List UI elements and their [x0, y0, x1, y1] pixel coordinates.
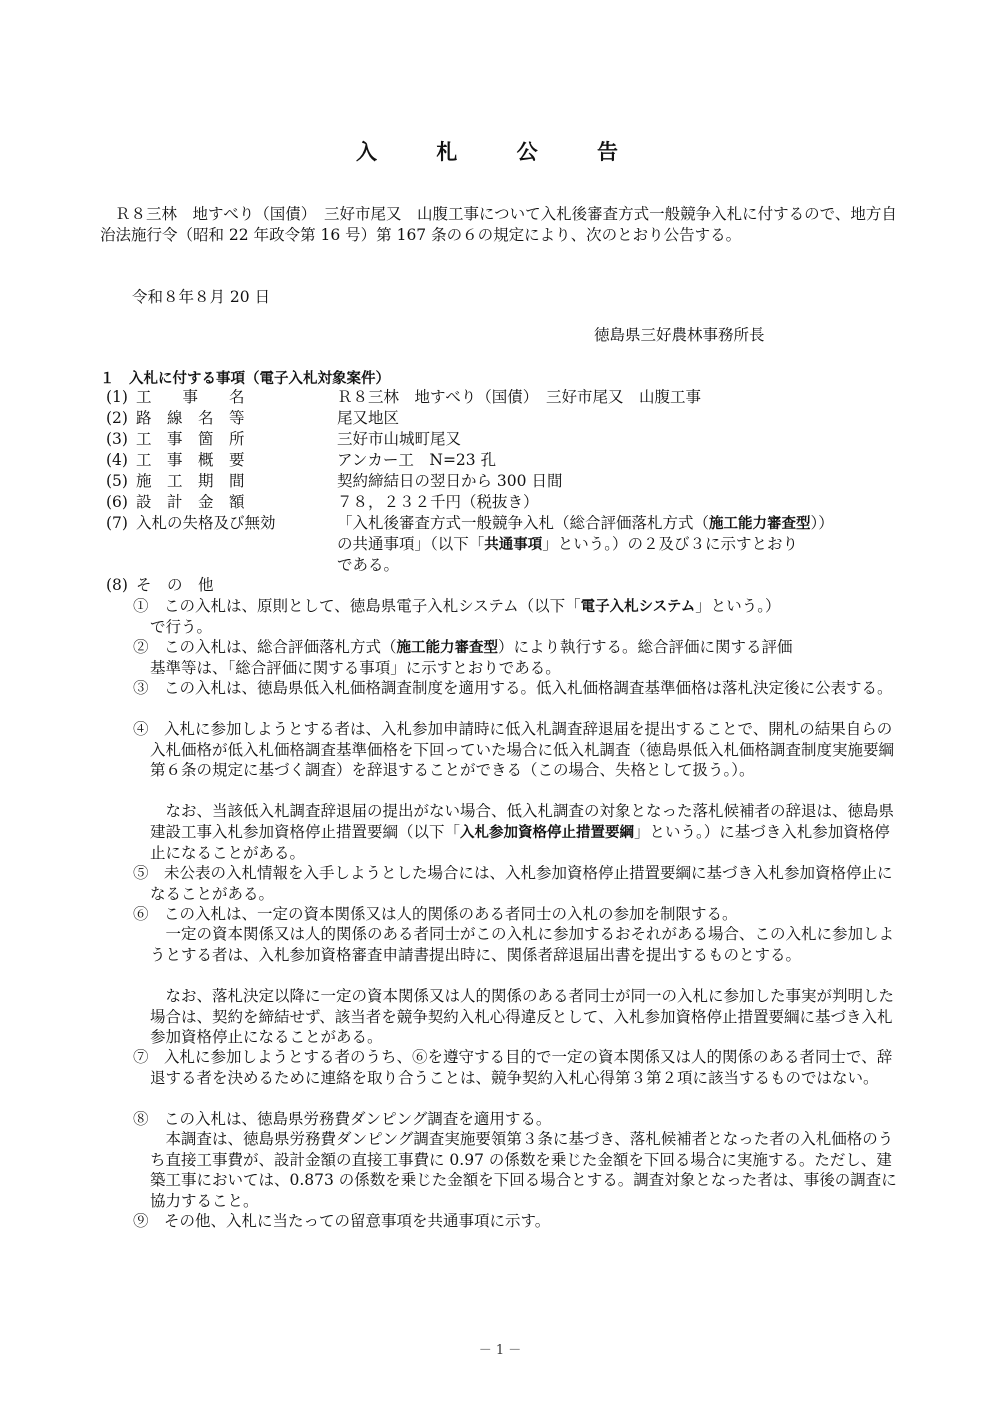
disqualification-line-3: である。 — [337, 556, 400, 574]
issuer-name: 徳島県三好農林事務所長 — [594, 326, 765, 344]
disqualification-line-2: の共通事項」（以下「共通事項」という。）の２及び３に示すとおり — [337, 535, 799, 553]
list-item: (6) 設 計 金 額 ７８，２３２千円（税抜き） — [106, 493, 539, 511]
item-4: ④ 入札に参加しようとする者は、入札参加申請時に低入札調査辞退届を提出することで、開札の結果自らの入札価格が低入札価格調査基準価格を下回っていた場合に低入札調査（徳島県低入札価格調査制度実施要綱第６条の規定に基づく調査）を辞退することができる（この場合、失格として扱う。）。 — [133, 720, 895, 779]
list-item: (4) 工 事 概 要 アンカー工 N=23 孔 — [106, 451, 497, 469]
intro-paragraph: Ｒ８三林 地すべり（国債） 三好市尾又 山腹工事について入札後審査方式一般競争入札に付するので、地方自治法施行令（昭和 22 年政令第 16 号）第 167 条の６の規定により、次のとおり公告する。 — [100, 205, 897, 244]
item-7: ⑦ 入札に参加しようとする者のうち、⑥を遵守する目的で一定の資本関係又は人的関係のある者同士で、辞退する者を決めるために連絡を取り合うことは、競争契約入札心得第３第２項に該当するものではない。 — [133, 1048, 893, 1087]
item-9: ⑨ その他、入札に当たっての留意事項を共通事項に示す。 — [133, 1212, 551, 1230]
item-1-line-2: で行う。 — [150, 618, 213, 636]
list-item: (8) そ の 他 — [106, 576, 214, 594]
item-8-note: 本調査は、徳島県労務費ダンピング調査実施要領第３条に基づき、落札候補者となった者の入札価格のうち直接工事費が、設計金額の直接工事費に 0.97 の係数を乗じた金額を下回る場合に実施する。ただし、建築工事においては、0.873 の係数を乗じた金額を下回る場合とする。調査対象となった者は、事後の調査に協力すること。 — [150, 1130, 897, 1210]
list-item: (2) 路 線 名 等 尾又地区 — [106, 409, 400, 427]
list-item: (5) 施 工 期 間 契約締結日の翌日から 300 日間 — [106, 472, 563, 490]
disqualification-line-1: 「入札後審査方式一般競争入札（総合評価落札方式（施工能力審査型）） — [337, 514, 834, 532]
page-title: 入 札 公 告 — [356, 140, 644, 164]
item-6: ⑥ この入札は、一定の資本関係又は人的関係のある者同士の入札の参加を制限する。 — [133, 905, 738, 923]
item-2-line-2: 基準等は、「総合評価に関する事項」に示すとおりである。 — [150, 659, 561, 677]
item-3: ③ この入札は、徳島県低入札価格調査制度を適用する。低入札価格調査基準価格は落札決定後に公表する。 — [133, 679, 893, 697]
item-2-line-1: ② この入札は、総合評価落札方式（施工能力審査型）により執行する。総合評価に関する評価 — [133, 638, 793, 656]
item-6-note-2: なお、落札決定以降に一定の資本関係又は人的関係のある者同士が同一の入札に参加した事実が判明した場合は、契約を締結せず、該当者を競争契約入札心得違反として、入札参加資格停止措置要綱に基づき入札参加資格停止になることがある。 — [150, 987, 895, 1046]
list-item: (3) 工 事 箇 所 三好市山城町尾又 — [106, 430, 462, 448]
item-5: ⑤ 未公表の入札情報を入手しようとした場合には、入札参加資格停止措置要綱に基づき入札参加資格停止になることがある。 — [133, 864, 893, 903]
item-4-note: なお、当該低入札調査辞退届の提出がない場合、低入札調査の対象となった落札候補者の辞退は、徳島県建設工事入札参加資格停止措置要綱（以下「入札参加資格停止措置要綱」という。）に基づき入札参加資格停止になることがある。 — [150, 802, 895, 862]
page-number: － 1 － — [478, 1343, 522, 1358]
item-6-note-1: 一定の資本関係又は人的関係のある者同士がこの入札に参加するおそれがある場合、この入札に参加しようとする者は、入札参加資格審査申請書提出時に、関係者辞退届出書を提出するものとする。 — [150, 925, 895, 964]
list-item: (1) 工 事 名 Ｒ８三林 地すべり（国債） 三好市尾又 山腹工事 — [106, 388, 701, 406]
list-item: (7) 入札の失格及び無効 — [106, 514, 276, 532]
announcement-date: 令和８年８月 20 日 — [132, 288, 271, 306]
item-8: ⑧ この入札は、徳島県労務費ダンピング調査を適用する。 — [133, 1110, 552, 1128]
item-1-line-1: ① この入札は、原則として、徳島県電子入札システム（以下「電子入札システム」という。） — [133, 597, 781, 615]
section-heading: １ 入札に付する事項（電子入札対象案件） — [100, 371, 390, 387]
